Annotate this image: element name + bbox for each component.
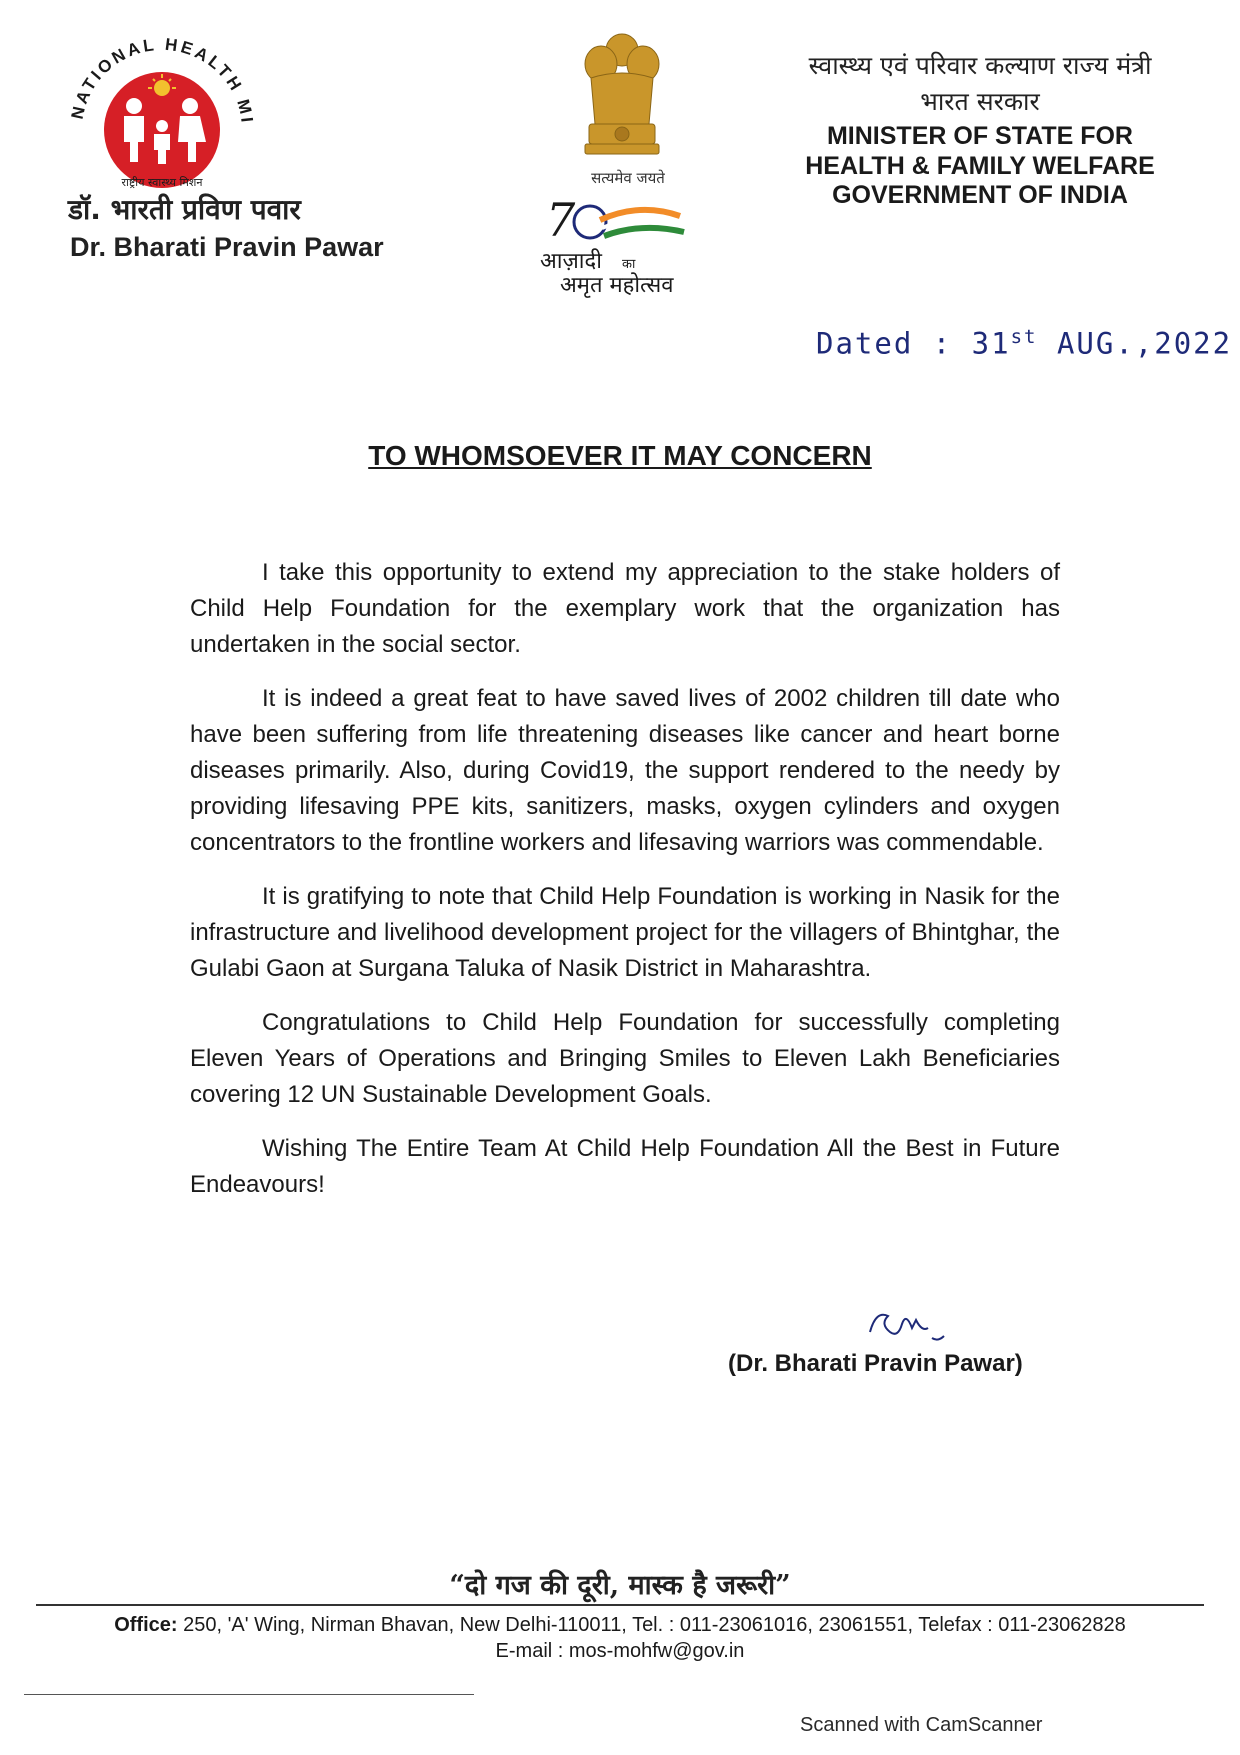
- paragraph-wishes: Wishing The Entire Team At Child Help Foundation All the Best in Future Endeavours!: [190, 1135, 1060, 1198]
- paragraph-nasik-project: It is gratifying to note that Child Help Foundation is working in Nasik for the infrastructure and livelihood development project for the villagers of Bhintghar, the Gulabi Gaon at Surgana Taluka of Nasik District in Maharashtra.: [190, 883, 1060, 982]
- svg-text:7: 7: [546, 193, 576, 247]
- minister-name-hindi: डॉ. भारती प्रविण पवार: [68, 193, 301, 226]
- nhm-hindi-caption: राष्ट्रीय स्वास्थ्य मिशन: [121, 176, 203, 189]
- paragraph-achievements: It is indeed a great feat to have saved lives of 2002 children till date who have been suffering from life threatening diseases like cancer and heart borne diseases primarily. Also, during Covid19, the support rendered to the needy by providing lifesaving PPE kits, sanitizers, masks, oxygen cylinders and oxygen concentrators to the frontline workers and lifesaving warriors was commendable.: [190, 685, 1060, 856]
- office-title-english-line1: MINISTER OF STATE FOR: [826, 122, 1133, 150]
- national-emblem-icon: [575, 28, 670, 168]
- azadi-line1: आज़ादी: [540, 249, 602, 274]
- office-title-english-line2: HEALTH & FAMILY WELFARE: [805, 152, 1155, 180]
- paragraph-congratulations: Congratulations to Child Help Foundation for successfully completing Eleven Years of Operations and Bringing Smiles to Eleven Lakh Beneficiaries covering 12 UN Sustainable Development Goals.: [190, 1009, 1060, 1108]
- paragraph-appreciation: I take this opportunity to extend my appreciation to the stake holders of Child Help Foundation for the exemplary work that the organization has undertaken in the social sector.: [190, 559, 1060, 658]
- office-label: Office:: [114, 1614, 178, 1636]
- azadi-ka-amrit-mahotsav-logo: [530, 192, 710, 302]
- scanner-watermark: Scanned with CamScanner: [800, 1714, 1043, 1736]
- azadi-line2: अमृत महोत्सव: [560, 273, 674, 298]
- bottom-divider: [24, 1694, 474, 1695]
- handwritten-signature: [862, 1302, 952, 1352]
- date-ordinal-suffix: st: [1010, 326, 1038, 348]
- footer-email: E-mail : mos-mohfw@gov.in: [495, 1640, 745, 1662]
- emblem-motto: सत्यमेव जयते: [591, 169, 665, 187]
- nhm-ring-text: NATIONAL HEALTH MI: [67, 34, 257, 127]
- office-address-text: 250, 'A' Wing, Nirman Bhavan, New Delhi-110011, Tel. : 011-23061016, 23061551, Telefax : 011-23062828: [177, 1614, 1126, 1636]
- minister-name-english: Dr. Bharati Pravin Pawar: [70, 232, 384, 262]
- office-title-hindi-line1: स्वास्थ्य एवं परिवार कल्याण राज्य मंत्री: [808, 51, 1152, 80]
- azadi-line1-suffix: का: [622, 257, 636, 272]
- letter-body: [190, 555, 1060, 1221]
- handwritten-date: [816, 326, 1232, 361]
- date-prefix: Dated : 31: [816, 326, 1011, 361]
- nhm-logo: [62, 30, 267, 190]
- date-rest: AUG.,2022: [1037, 326, 1233, 361]
- signatory-name: (Dr. Bharati Pravin Pawar): [728, 1350, 1023, 1377]
- footer-divider: [36, 1604, 1204, 1606]
- footer-office-address: [0, 1614, 1240, 1637]
- footer-slogan: “दो गज की दूरी, मास्क है जरूरी”: [449, 1570, 791, 1601]
- office-title-hindi-line2: भारत सरकार: [920, 87, 1040, 116]
- letter-subject: TO WHOMSOEVER IT MAY CONCERN: [368, 440, 872, 471]
- office-title-english-line3: GOVERNMENT OF INDIA: [832, 181, 1128, 209]
